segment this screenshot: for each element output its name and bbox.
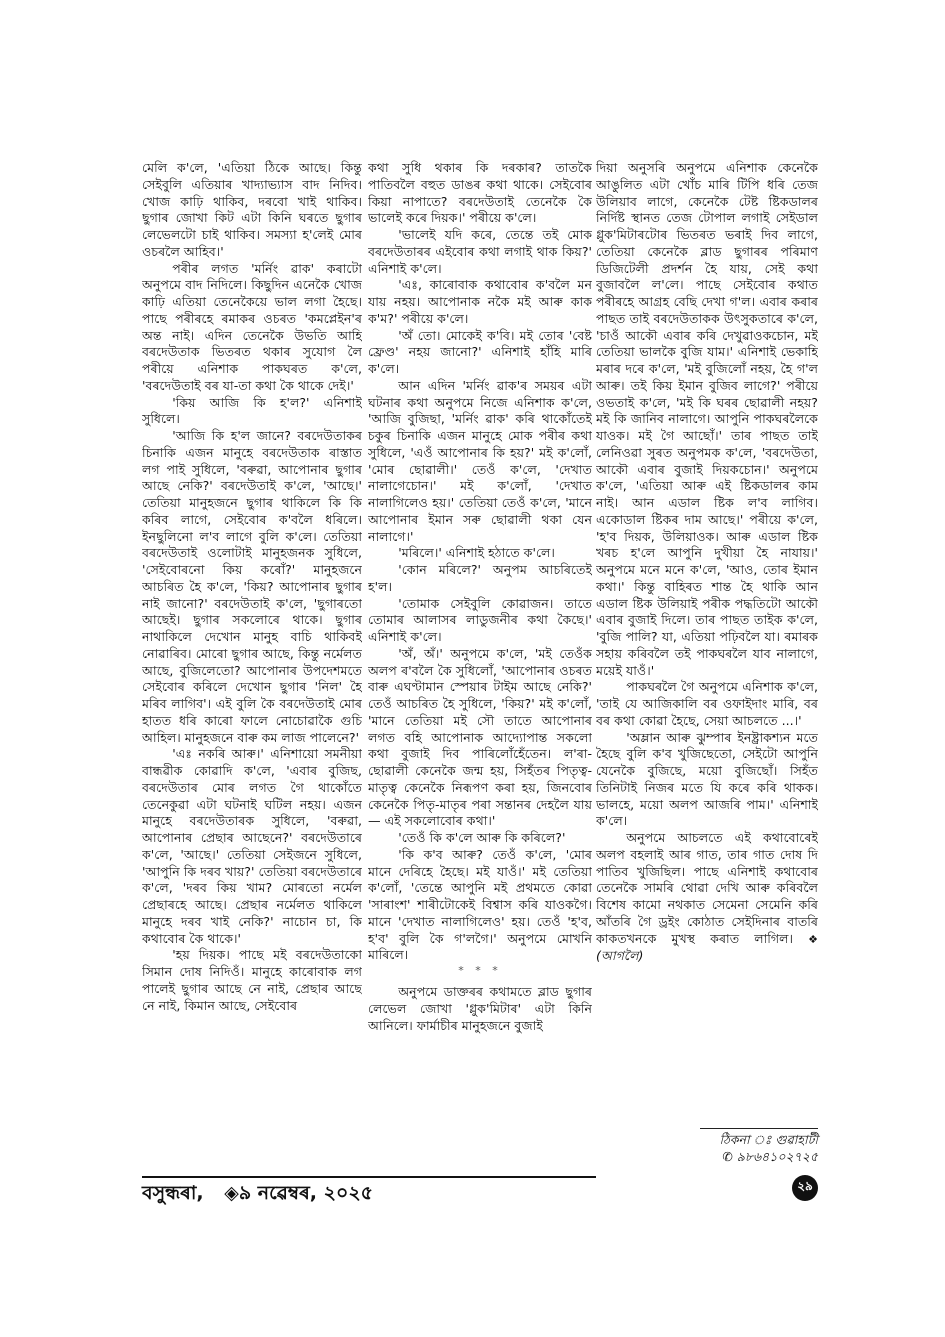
paragraph: মেলি ক'লে, 'এতিয়া ঠিকে আছে। কিন্তু সেইবুলি এতিয়াৰ খাদ্যাভ্যাস বাদ নিদিব। খোজ কাঢ়ি থাকিব, দৰবো খাই থাকিব। ছুগাৰ জোখা কিট এটা কিনি ঘৰতে ছুগাৰ লেভেলটো চাই থাকিব। সমস্যা হ'লেই মোৰ ওচৰলৈ আহিব।' (142, 160, 362, 259)
paragraph: 'অঁ তো। মোকেই ক'বি। মই তোৰ 'বেষ্ট ফ্ৰেণ্ড' নহয় জানো?' এনিশাই হাঁহি মাৰি ক'লে। (368, 327, 592, 376)
paragraph: কথা সুধি থকাৰ কি দৰকাৰ? তাতকৈ পাতিবলৈ বহুত ডাঙৰ কথা থাকে। সেইবোৰ কিয়া নাপাতে? বৰদেউতাই তেনেকৈ কৈ ভালেই কৰে দিয়ক।' পৰীয়ে ক'লে। (368, 160, 592, 226)
paragraph: 'হয় দিয়ক। পাছে মই বৰদেউতাকো সিমান দোষ নিদিওঁ। মানুহে কাৰোবাক লগ পালেই ছুগাৰ আছে নে নাই, প্ৰেছাৰ আছে নে নাই, কিমান আছে, সেইবোৰ (142, 947, 362, 1013)
paragraph: 'আজি কি হ'ল জানে? বৰদেউতাকৰ চিনাকি এজন মানুহে বৰদেউতাক ৰাস্তাত লগ পাই সুধিলে, 'বৰুৱা, আপোনাৰ ছুগাৰ আছে নেকি?' বৰদেউতাই ক'লে, 'আছে।' তেতিয়া মানুহজনে ছুগাৰ থাকিলে কি কি কৰিব লাগে, সেইবোৰ ক'বলৈ ধৰিলে। ইনছুলিনো ল'ব লাগে বুলি ক'লে। তেতিয়া বৰদেউতাই ওলোটাই মানুহজনক সুধিলে, 'সেইবোৰনো কিয় কৰোঁ?' মানুহজনে আচৰিত হৈ ক'লে, 'কিয়? আপোনাৰ ছুগাৰ নাই জানো?' বৰদেউতাই ক'লে, 'ছুগাৰতো আছেই। ছুগাৰ সকলোৰে থাকে। ছুগাৰ নাথাকিলে দেখোন মানুহ বাচি থাকিবই নোৱাৰিব। মোৰো ছুগাৰ আছে, কিন্তু নৰ্মেলত আছে, বুজিলেতো? আপোনাৰ উপদেশমতে সেইবোৰ কৰিলে দেখোন ছুগাৰ 'নিল' হৈ মৰিব লাগিব'। এই বুলি কৈ বৰদেউতাই মোৰ হাতত ধৰি কাৰো ফালে নোচোৱাকৈ গুচি আহিল। মানুহজনে বাৰু কম লাজ পালেনে?' (142, 428, 362, 745)
continued-note: (আগলৈ) (596, 948, 644, 964)
signature-rule (700, 1128, 818, 1129)
paragraph: 'এঃ, কাৰোবাক কথাবোৰ ক'বলৈ মন যায় নহয়। আপোনাক নকৈ মই আৰু কাক ক'ম?' পৰীয়ে ক'লে। (368, 277, 592, 326)
paragraph: 'তোমাক সেইবুলি কোৱাজন। তাতে তোমাৰ আলাসৰ লাডুজনীৰ কথা কৈছে।' এনিশাই ক'লে। (368, 595, 592, 644)
column-1 (142, 160, 362, 1170)
footer-divider (142, 1176, 596, 1178)
paragraph: পৰীৰ লগত 'মৰ্নিং ৱাক' কৰাটো অনুপমে বাদ নিদিলে। কিছুদিন এনেকৈ খোজ কাঢ়ি এতিয়া তেনেকৈয়ে ভাল লগা হৈছে। পাছে পৰীৰহে ৰমাকৰ ওচৰত 'কমপ্লেইন'ৰ অন্ত নাই। এদিন তেনেকৈ উভতি আহি বৰদেউতাক ভিতৰত থকাৰ সুযোগ লৈ পৰীয়ে এনিশাক পাকঘৰত ক'লে, 'বৰদেউতাই বৰ যা-তা কথা কৈ থাকে দেই।' (142, 260, 362, 393)
paragraph: 'অম্লান আৰু ঝুম্পাৰ ইনষ্ট্ৰাকশ্যন মতে হৈছে বুলি ক'ব খুজিছেতো, সেইটো আপুনি যেনেকৈ বুজিছে, ময়ো বুজিছোঁ। সিহঁত তিনিটাই নিজৰ মতে যি কৰে কৰি থাকক। ভালহে, ময়ো অলপ আজৰি পাম।' এনিশাই ক'লে। (596, 729, 818, 829)
paragraph: দিয়া অনুসৰি অনুপমে এনিশাক কেনেকৈ আঙুলিত এটা খোঁচ মাৰি টিপি ধৰি তেজ উলিয়াব লাগে, কেনেকৈ টেষ্ট ষ্টিকডালৰ নিৰ্দিষ্ট স্থানত তেজ টোপাল লগাই সেইডাল গ্লুক'মিটাৰটোৰ ভিতৰত ভৰাই দিব লাগে, তেতিয়া কেনেকৈ ব্লাড ছুগাৰৰ পৰিমাণ ডিজিটেলী প্ৰদৰ্শন হৈ যায়, সেই কথা বুজাবলৈ ল'লে। পাছে সেইবোৰ কথাত পৰীৰহে আগ্ৰহ বেছি দেখা গ'ল। এবাৰ কৰাৰ পাছত তাই বৰদেউতাকক উৎসুকতাৰে ক'লে, 'চাওঁ আকৌ এবাৰ কৰি দেখুৱাওকচোন, মই তেতিয়া ভালকৈ বুজি যাম।' এনিশাই ভেকাহি মৰাৰ দৰে ক'লে, 'মই বুজিলোঁ নহয়, হৈ গ'ল আৰু। তই কিয় ইমান বুজিব লাগে?' পৰীয়ে ওভতাই ক'লে, 'মই কি ঘৰৰ ছোৱালী নহয়? মই কি জানিব নালাগে। আপুনি পাকঘৰলৈকে যাওক। মই গৈ আছোঁ।' তাৰ পাছত তাই লেনিওৱা সুৰত অনুপমক ক'লে, 'বৰদেউতা, আকৌ এবাৰ বুজাই দিয়কচোন।' অনুপমে ক'লে, 'এতিয়া আৰু এই ষ্টিকডালৰ কাম নাই। আন এডাল ষ্টিক ল'ব লাগিব। একোডাল ষ্টিকৰ দাম আছে।' পৰীয়ে ক'লে, 'হ'ব দিয়ক, উলিয়াওক। আৰু এডাল ষ্টিক খৰচ হ'লে আপুনি দুখীয়া হৈ নাযায়।' অনুপমে মনে মনে ক'লে, 'আও, তোৰ ইমান কথা।' কিন্তু বাহিৰত শান্ত হৈ থাকি আন এডাল ষ্টিক উলিয়াই পৰীক পদ্ধতিটো আকৌ এবাৰ বুজাই দিলে। তাৰ পাছত তাইক ক'লে, 'বুজি পালি? যা, এতিয়া পঢ়িবলৈ যা। ৰমাৰক সহায় কৰিবলৈ তই পাকঘৰলৈ যাব নালাগে, ময়েই যাওঁ।' (596, 160, 818, 678)
paragraph: অনুপমে ডাক্তৰৰ কথামতে ব্লাড ছুগাৰ লেভেল জোখা 'গ্লুক'মিটাৰ' এটা কিনি আনিলে। ফাৰ্মাচীৰ মানুহজনে বুজাই (368, 984, 592, 1033)
column-2 (368, 160, 592, 1170)
paragraph: আন এদিন 'মৰ্নিং ৱাক'ৰ সময়ৰ এটা ঘটনাৰ কথা অনুপমে নিজে এনিশাক ক'লে, 'আজি বুজিছা, 'মৰ্নিং ৱাক' কৰি থাকোঁতেই চকুৰ চিনাকি এজন মানুহে মোক পৰীৰ কথা সুধিলে, 'এওঁ আপোনাৰ কি হয়?' মই ক'লোঁ, 'মোৰ ছোৱালী।' তেওঁ ক'লে, 'দেখাত নালাগেচোন।' মই ক'লোঁ, 'দেখাত নালাগিলেও হয়।' তেতিয়া তেওঁ ক'লে, 'মানে আপোনাৰ ইমান সৰু ছোৱালী থকা যেন নালাগে।' (368, 377, 592, 544)
page-number-badge: ২৯ (792, 1175, 818, 1201)
author-signature (700, 1128, 818, 1165)
paragraph: 'কি ক'ব আৰু? তেওঁ ক'লে, 'মোৰ মানে দেৰিহে হৈছে। মই যাওঁ।' মই তেতিয়া ক'লোঁ, 'তেন্তে আপুনি মই প্ৰথমতে কোৱা 'সাৰাংশ' শাৰীটোকেই বিশ্বাস কৰি যাওকগৈ। মানে 'দেখাত নালাগিলেও' হয়। তেওঁ 'হ'ব, হ'ব' বুলি কৈ গ'লগৈ।' অনুপমে মোখনি মাৰিলে। (368, 846, 592, 963)
issue-date: ◈৯ নৱেম্বৰ, ২০২৫ (224, 1182, 373, 1204)
paragraph: অনুপমে আচলতে এই কথাবোৰেই অলপ বহলাই আৰ গাত, তাৰ গাত দোষ দি পাতিব খুজিছিল। পাছে এনিশাই কথাবোৰ তেনেকৈ সামৰি থোৱা দেখি আৰু কৰিবলৈ বিশেষ কামো নথকাত সেমেনা সেমেনি কৰি আঁতৰি গৈ ড্ৰইং কোঠাত সেইদিনাৰ বাতৰি কাকতখনকে মুখস্থ কৰাত লাগিল। ❖ (আগলৈ) (596, 830, 818, 964)
paragraph: 'কিয় আজি কি হ'ল?' এনিশাই সুধিলে। (142, 394, 362, 427)
magazine-name: বসুন্ধৰা, (142, 1182, 204, 1204)
section-separator: * * * (458, 964, 502, 977)
page-footer (142, 1180, 373, 1206)
end-mark-icon: ❖ (808, 932, 818, 946)
author-phone: ✆ ৯৮৬৪১০২৭২৫ (722, 1149, 818, 1164)
paragraph: 'কোন মৰিলে?' অনুপম আচৰিতেই হ'ল। (368, 562, 592, 594)
author-address: ঠিকনা ঃ গুৱাহাটী (719, 1132, 818, 1147)
paragraph: 'অঁ, অঁ।' অনুপমে ক'লে, 'মই তেওঁক অলপ ৰ'বলৈ কৈ সুধিলোঁ, 'আপোনাৰ ওচৰত বাৰু এঘণ্টামান স্পেয়াৰ টাইম আছে নেকি?' তেওঁ আচৰিত হৈ সুধিলে, 'কিয়?' মই ক'লোঁ, 'মানে তেতিয়া মই সৌ তাতে আপোনাৰ লগত বহি আপোনাক আদ্যোপান্ত সকলো কথা বুজাই দিব পাৰিলোঁহেঁতেন। ল'ৰা-ছোৱালী কেনেকৈ জন্ম হয়, সিহঁতৰ পিতৃত্ব-মাতৃত্ব কেনেকৈ নিৰূপণ কৰা হয়, জিনবোৰ কেনেকৈ পিতৃ-মাতৃৰ পৰা সন্তানৰ দেহলৈ যায়— এই সকলোবোৰ কথা।' (368, 645, 592, 829)
paragraph: পাকঘৰলৈ গৈ অনুপমে এনিশাক ক'লে, 'তাই যে আজিকালি বৰ ওফাইদাং মাৰি, বৰ বৰ কথা কোৱা হৈছে, সেয়া আচলতে ...।' (596, 679, 818, 728)
paragraph: 'এঃ নকৰি আৰু।' এনিশায়ো সমনীয়া বান্ধৱীক কোৱাদি ক'লে, 'এবাৰ বুজিছ, বৰদেউতাৰ মোৰ লগত গৈ থাকোঁতে তেনেকুৱা এটা ঘটনাই ঘটিল নহয়। এজন মানুহে বৰদেউতাৰক সুধিলে, 'বৰুৱা, আপোনাৰ প্ৰেছাৰ আছেনে?' বৰদেউতাৰে ক'লে, 'আছে।' তেতিয়া সেইজনে সুধিলে, 'আপুনি কি দৰব খায়?' তেতিয়া বৰদেউতাৰে ক'লে, 'দৰব কিয় খাম? মোৰতো নৰ্মেল প্ৰেছাৰহে আছে। প্ৰেছাৰ নৰ্মেলত থাকিলে মানুহে দৰব খাই নেকি?' নাচোন চা, কি কথাবোৰ কৈ থাকে।' (142, 746, 362, 946)
paragraph: 'তেওঁ কি ক'লে আৰু কি কৰিলে?' (398, 830, 566, 845)
paragraph: 'মৰিলে।' এনিশাই হঠাতে ক'লে। (398, 545, 555, 561)
paragraph: 'ভালেই যদি কৰে, তেন্তে তই মোক বৰদেউতাৰৰ এইবোৰ কথা লগাই থাক কিয়?' এনিশাই ক'লে। (368, 227, 592, 276)
column-3 (596, 160, 818, 1120)
